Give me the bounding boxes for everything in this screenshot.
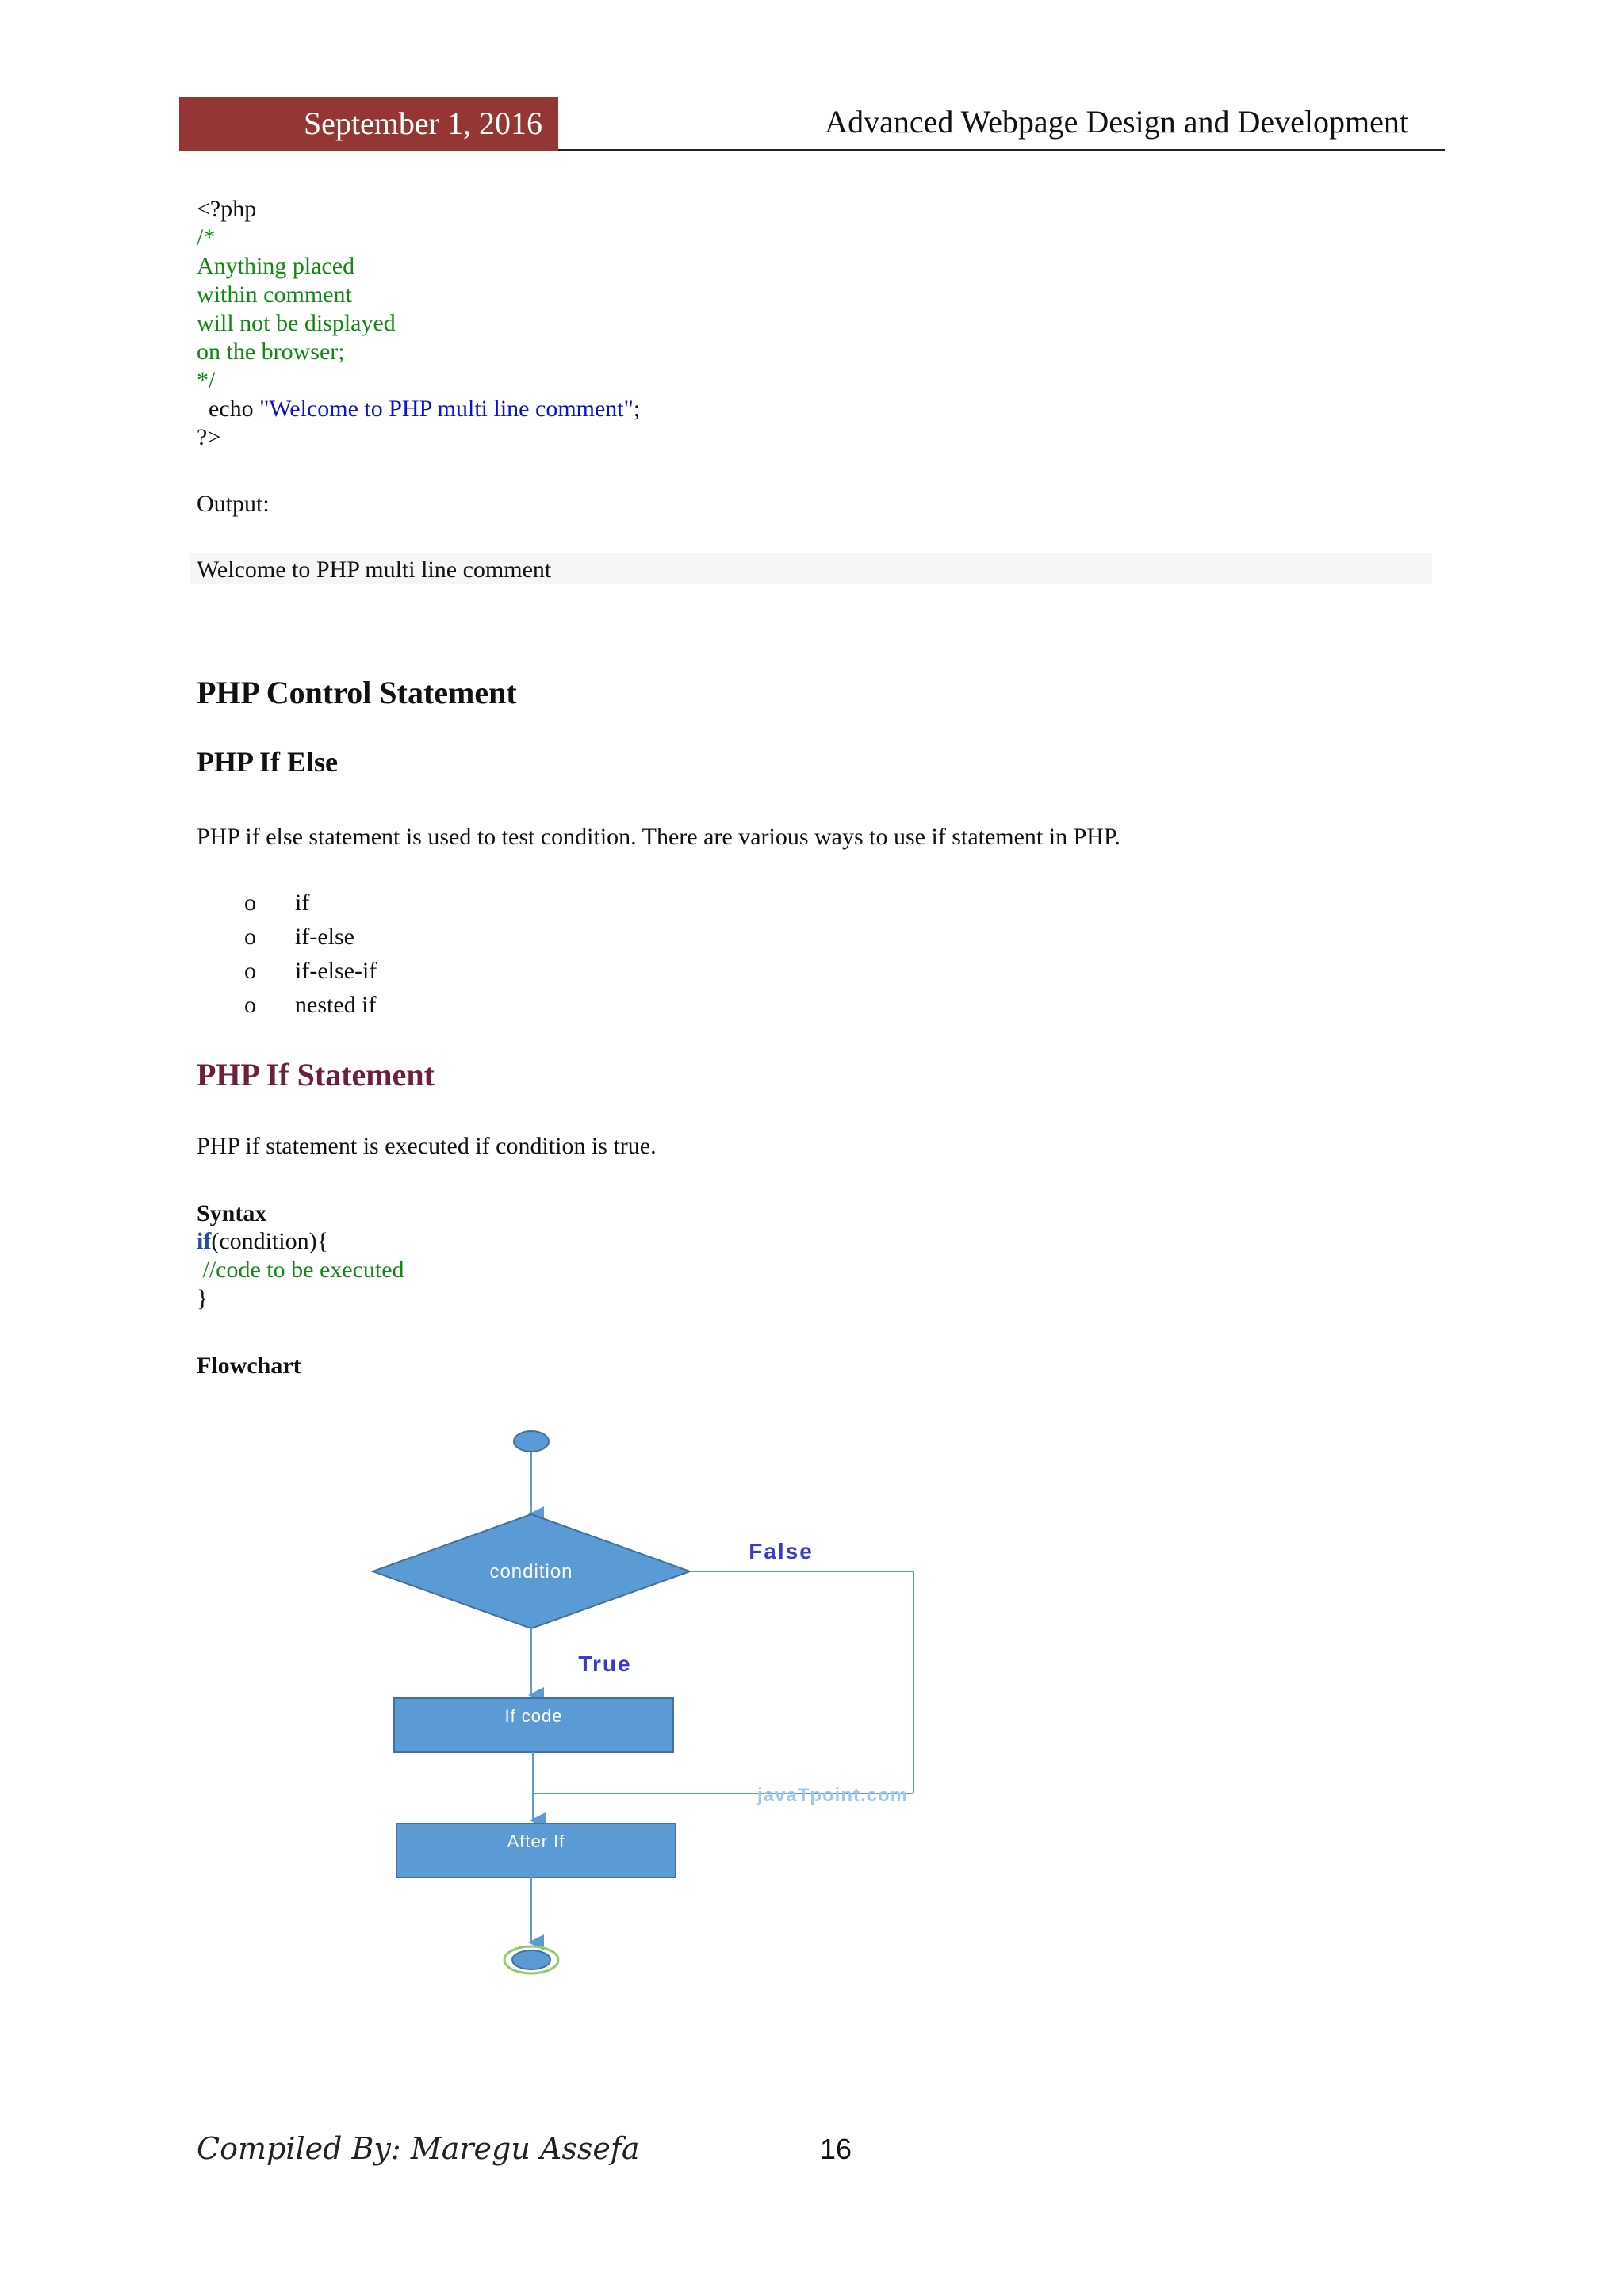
watermark-text: javaTpoint.com	[756, 1785, 909, 1806]
section-subheading: PHP If Else	[197, 746, 338, 778]
code-comment-line: Anything placed	[197, 253, 355, 279]
bullet-text: if-else-if	[295, 958, 377, 984]
output-text: Welcome to PHP multi line comment	[197, 557, 552, 583]
section-intro: PHP if else statement is used to test condition. There are various ways to use if statement in PHP.	[197, 824, 1120, 850]
after-if-text: After If	[507, 1831, 565, 1851]
bullet-mark: o	[244, 992, 256, 1018]
bullet-mark: o	[244, 890, 256, 916]
header-rule	[558, 149, 1445, 151]
code-comment-line: within comment	[197, 281, 352, 308]
code-comment-line: on the browser;	[197, 339, 345, 365]
list-item	[244, 889, 309, 917]
syntax-condition: (condition){	[211, 1228, 329, 1254]
syntax-if-line	[197, 1227, 328, 1256]
if-statement-heading: PHP If Statement	[197, 1057, 435, 1093]
code-close-tag: ?>	[197, 424, 221, 450]
flowchart-label: Flowchart	[197, 1353, 301, 1379]
list-item	[244, 991, 376, 1020]
code-open-tag: <?php	[197, 196, 257, 222]
header-date-banner	[179, 97, 558, 151]
list-item	[244, 957, 377, 985]
bullet-mark: o	[244, 924, 256, 950]
code-echo-keyword: echo	[197, 396, 260, 422]
code-comment-line: */	[197, 367, 216, 393]
header-title: Advanced Webpage Design and Development	[825, 104, 1408, 140]
section-heading: PHP Control Statement	[197, 675, 517, 710]
code-comment-line: will not be displayed	[197, 310, 396, 336]
syntax-comment: //code to be executed	[197, 1257, 404, 1283]
bullet-text: if	[295, 890, 310, 916]
list-item	[244, 923, 354, 951]
code-echo-line	[197, 395, 640, 423]
code-echo-string: "Welcome to PHP multi line comment"	[259, 396, 634, 422]
code-comment-line: /*	[197, 224, 216, 251]
if-flowchart	[357, 1419, 991, 1990]
syntax-label: Syntax	[197, 1200, 267, 1226]
if-statement-description: PHP if statement is executed if condition is true.	[197, 1133, 657, 1159]
true-label: True	[578, 1651, 632, 1676]
bullet-text: if-else	[295, 924, 354, 950]
syntax-close-brace: }	[197, 1285, 209, 1311]
code-echo-semicolon: ;	[633, 396, 641, 422]
end-node	[512, 1950, 550, 1969]
page-number: 16	[820, 2133, 852, 2165]
condition-text: condition	[489, 1561, 573, 1582]
bullet-mark: o	[244, 958, 256, 984]
bullet-text: nested if	[295, 992, 377, 1018]
output-label: Output:	[197, 491, 270, 517]
false-label: False	[749, 1539, 814, 1563]
footer-compiled-by: Compiled By: Maregu Assefa	[197, 2131, 640, 2166]
if-code-text: If code	[504, 1706, 563, 1726]
syntax-if-keyword: if	[197, 1228, 212, 1254]
header-date: September 1, 2016	[303, 105, 542, 141]
start-node	[514, 1431, 549, 1452]
